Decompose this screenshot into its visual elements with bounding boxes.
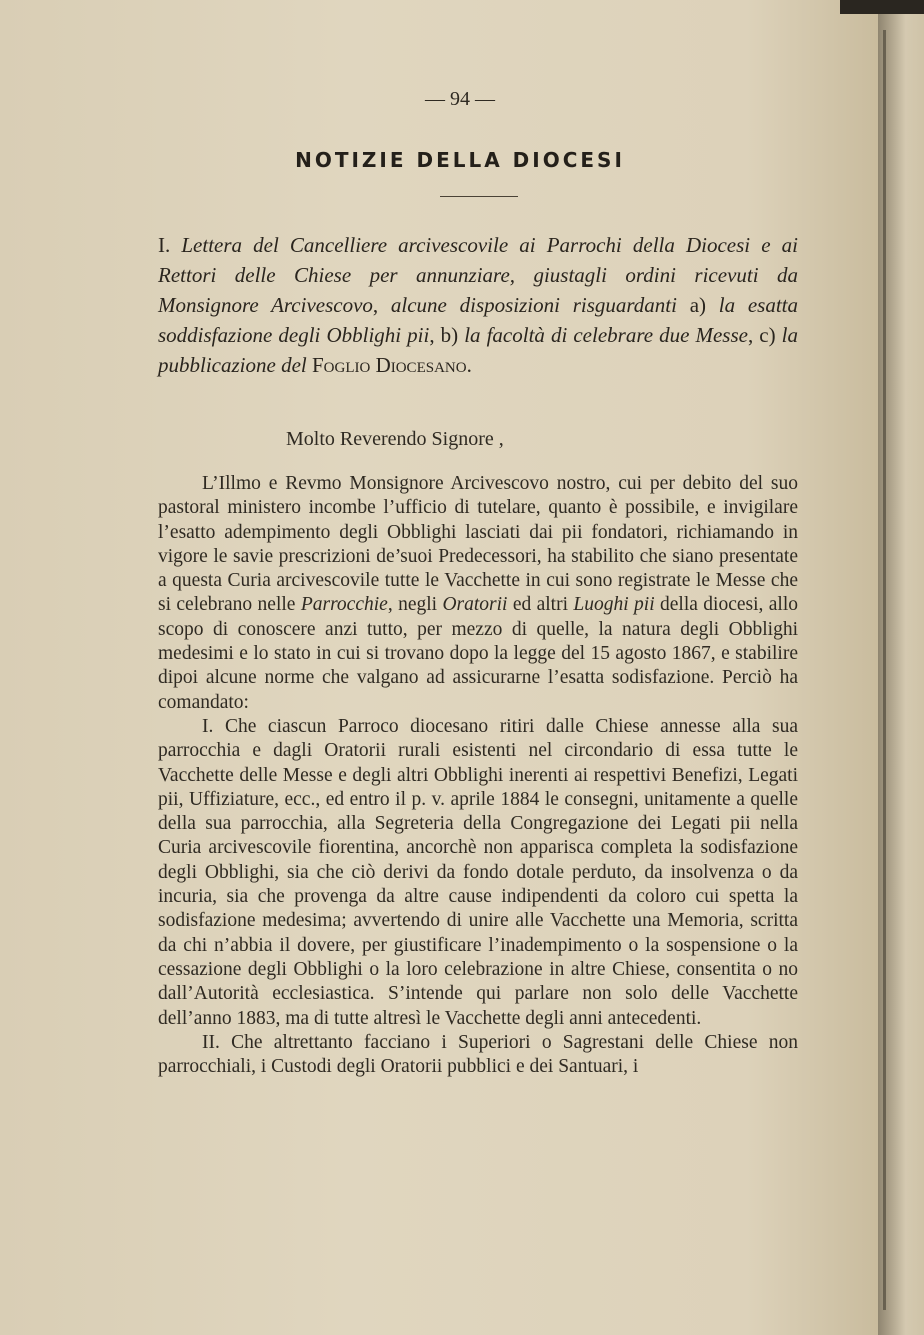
binding-edge: [883, 30, 886, 1310]
intro-smallcaps: Foglio Diocesano: [311, 353, 467, 377]
title-divider: [440, 196, 518, 197]
para1-text: della diocesi, allo scopo di conoscere anzi tutto, per mezzo di quelle, la natura degli Obblighi medesimi e lo stato in cui si trovano dopo la legge del 15 agosto 1867, e stabilire dipoi alcune norme che valgano ad assicurarne l’esatta sodisfazione. Perciò ha comandato:: [158, 594, 798, 713]
para1-italic: Oratorii: [442, 594, 508, 616]
page-number: — 94 —: [425, 88, 495, 110]
para1-text: ed altri: [507, 594, 574, 616]
paragraph-1: [158, 472, 798, 715]
letter-heading: [158, 230, 798, 380]
paragraph-2: I. Che ciascun Parroco diocesano ritiri dalle Chiese annesse alla sua parrocchia e dagli Oratorii rurali esistenti nel circondario di essa tutte le Vacchette delle Messe e degli altri Obblighi inerenti ai respettivi Benefizi, Legati pii, Uffiziature, ecc., ed entro il p. v. aprile 1884 le consegni, unitamente a quelle della sua parrocchia, alla Segreteria della Congregazione dei Legati pii nella Curia arcivescovile fiorentina, ancorchè non apparisca completa la sodisfazione degli Obblighi, sia che ciò derivi da fondo dotale perduto, da insolvenza o da incuria, sia che provenga da altre cause indipendenti da coloro cui spetta la sodisfazione medesima; avvertendo di unire alle Vacchette una Memoria, scritta da chi n’abbia il dovere, per giustificare l’inadempimento o la sospensione o la cessazione degli Obblighi o la loro celebrazione in altre Chiese, consentita o no dall’Autorità ecclesiastica. S’intende qui parlare non solo delle Vacchette dell’anno 1883, ma di tutte altresì le Vacchette degli anni antecedenti.: [158, 715, 798, 1029]
para1-text: L’Illmo e Revmo Monsignore Arcivescovo nostro, cui per debito del suo pastoral ministero incombe l’ufficio di tutelare, quanto è possibile, e invigilare l’esatto adempimento degli Obblighi lasciati dai pii fondatori, richiamando in vigore le savie prescrizioni de’suoi Predecessori, ha stabilito che siano presentate a questa Curia arcivescovile tutte le Vacchette in cui sono registrate le Messe che si celebrano nelle: [158, 473, 798, 616]
paragraph-3: II. Che altrettanto facciano i Superiori o Sagrestani delle Chiese non parrocchiali, i Custodi degli Oratorii pubblici e dei Santuari, i: [158, 1031, 798, 1078]
intro-part: , c): [747, 323, 782, 347]
intro-italic: la esatta soddisfazione degli Obblighi pii: [158, 293, 799, 347]
para1-italic: Luoghi pii: [573, 594, 655, 616]
letter-body: [158, 472, 798, 1079]
para1-text: , negli: [387, 594, 443, 616]
intro-part: .: [466, 353, 472, 377]
intro-italic: la pubblicazione del: [158, 323, 798, 377]
section-title: NOTIZIE DELLA DIOCESI: [295, 148, 625, 172]
para1-italic: Parrocchie: [300, 594, 388, 616]
intro-part: , b): [429, 323, 465, 347]
intro-part: ,: [372, 293, 391, 317]
intro-italic: Lettera del Cancelliere arcivescovile ai Parrochi della Diocesi e ai Rettori delle Chiese per annunziare, giustagli ordini ricevuti da Monsignore Arcivescovo: [158, 233, 798, 317]
intro-italic: la facoltà di celebrare due Messe: [464, 323, 748, 347]
intro-part: a): [676, 293, 719, 317]
salutation: Molto Reverendo Signore ,: [286, 428, 504, 450]
intro-part: I.: [158, 233, 182, 257]
intro-italic: alcune disposizioni risguardanti: [390, 293, 677, 317]
page-corner-shadow: [840, 0, 924, 14]
